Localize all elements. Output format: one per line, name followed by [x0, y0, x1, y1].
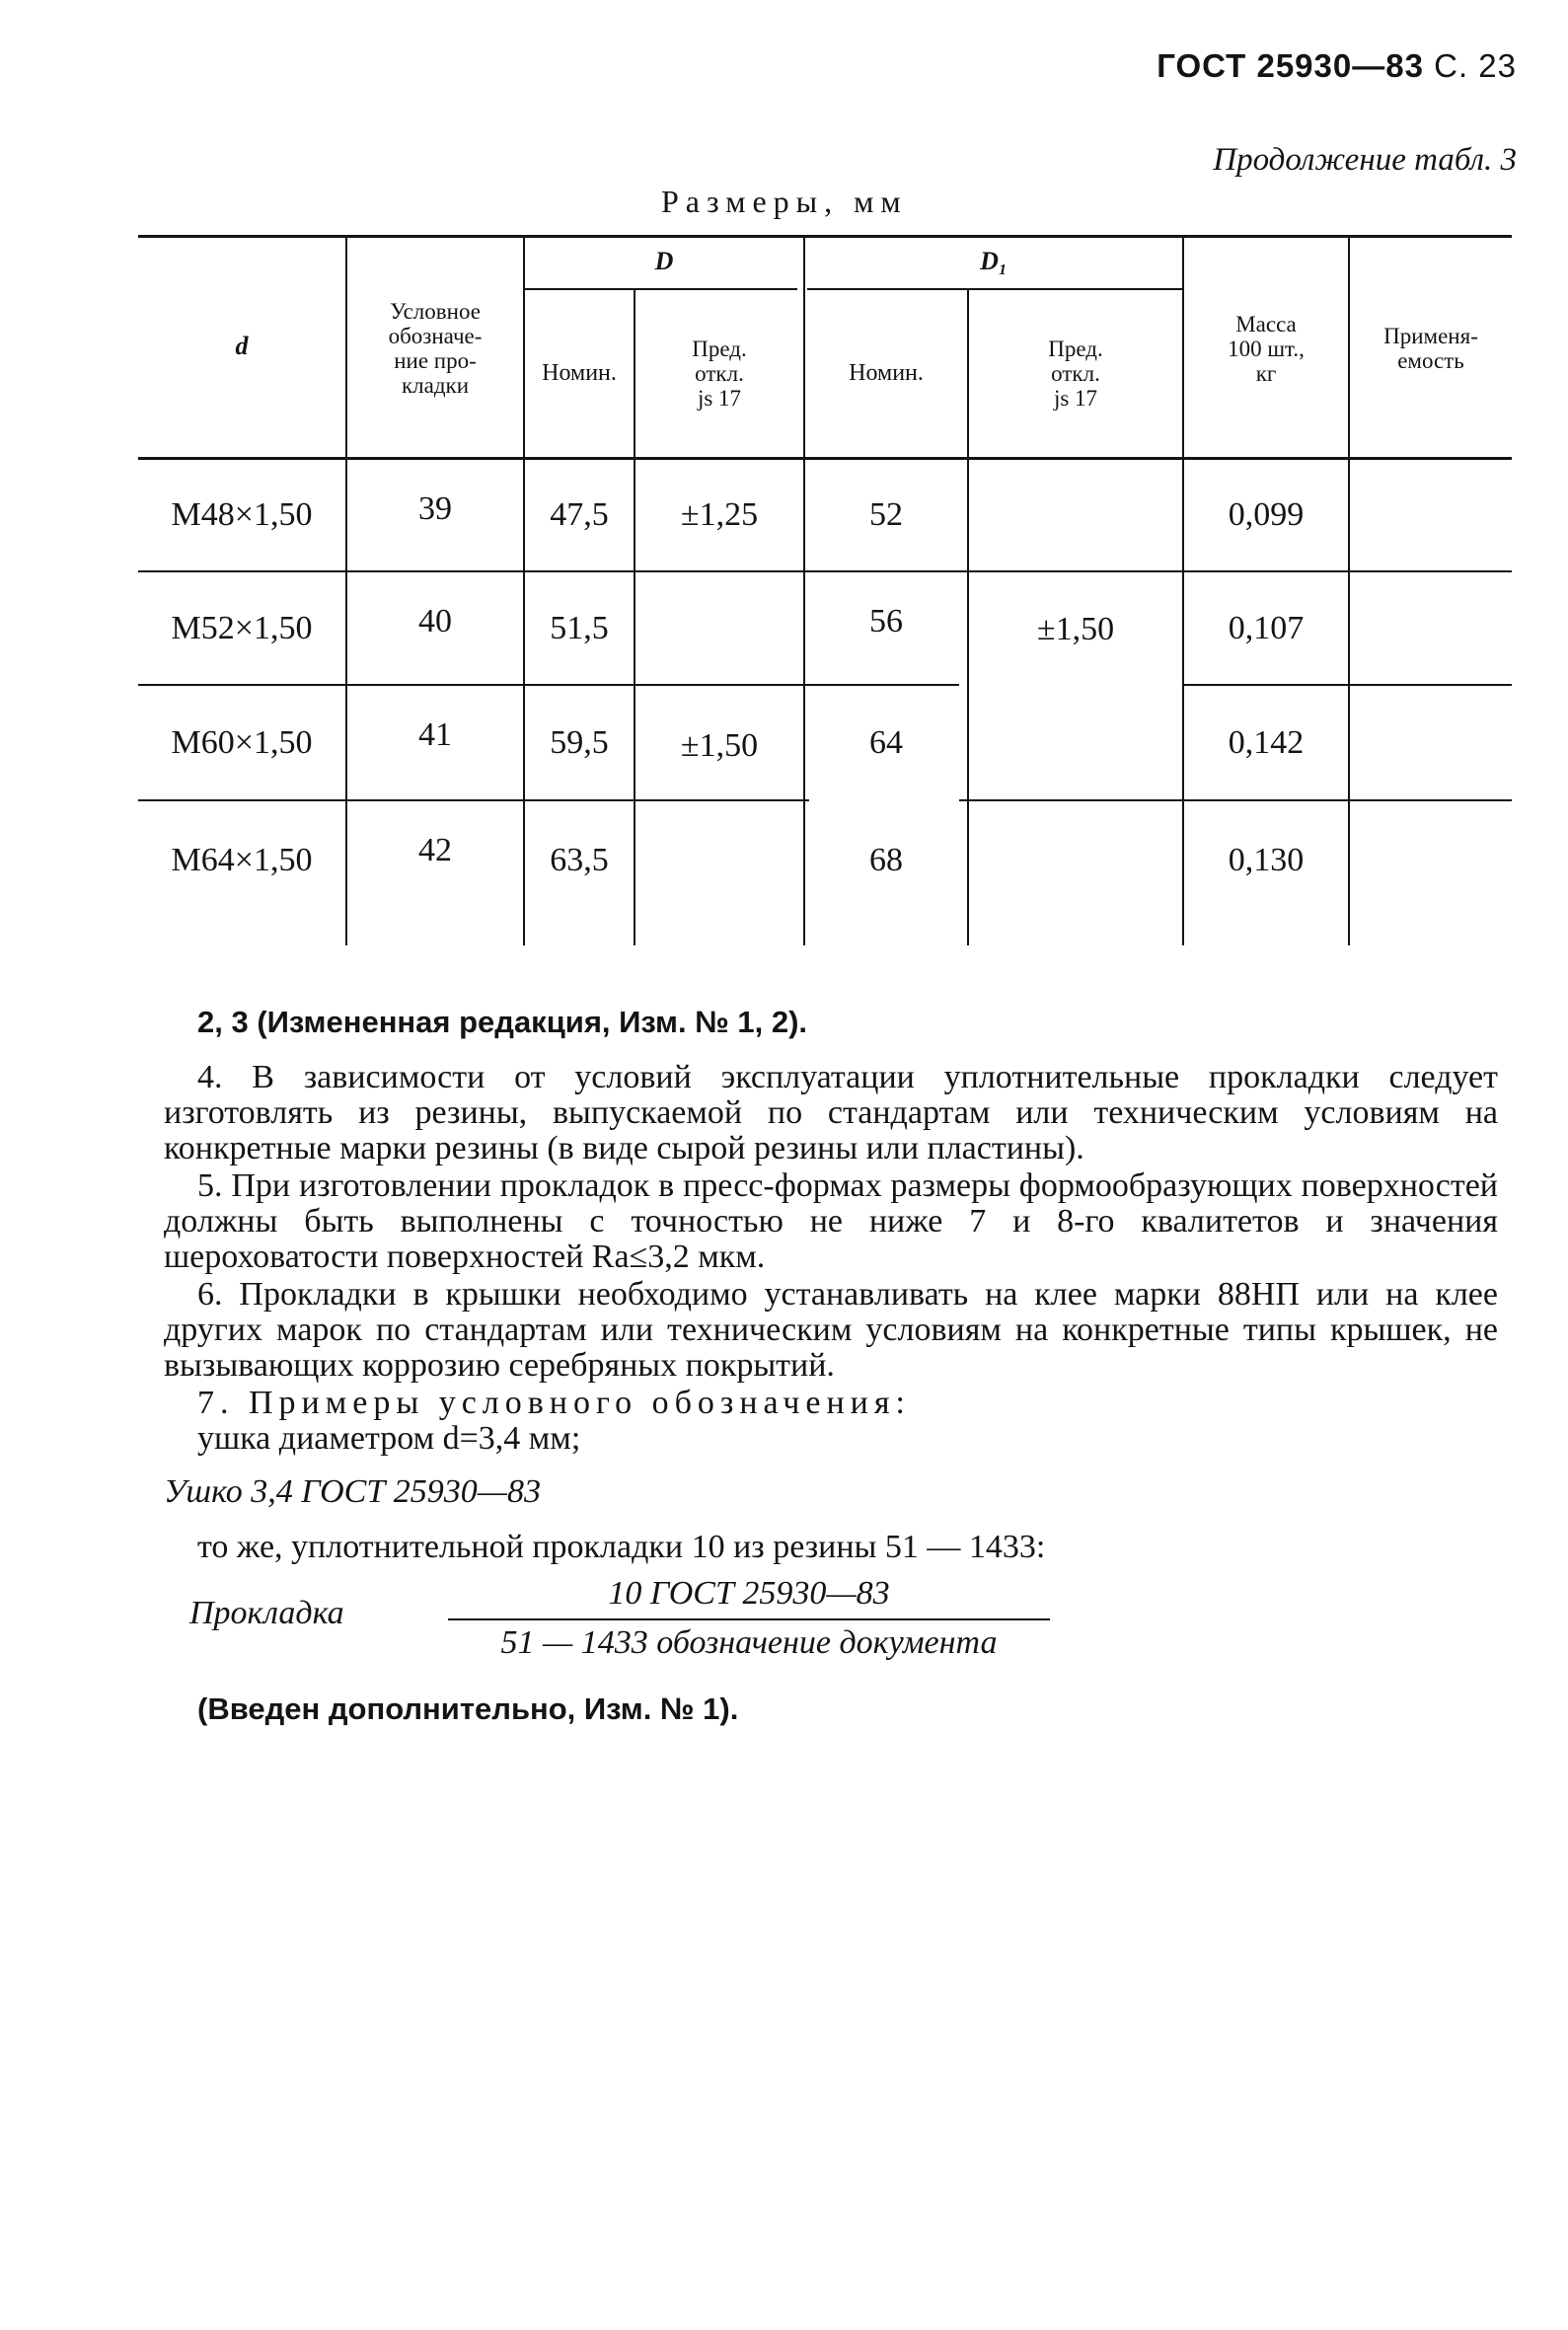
table-units-caption: Размеры, мм: [661, 184, 908, 219]
header-D1-deviation: Пред. откл. js 17: [1048, 337, 1103, 411]
added-note: (Введен дополнительно, Изм. № 1).: [197, 1691, 739, 1726]
fraction-label: Прокладка: [189, 1595, 344, 1631]
section-6: 6. Прокладки в крышки необходимо устанавливать на клее марки 88НП или на клее других марок по стандартам или техническим условиям на конкретные типы крышек, не вызывающих коррозию серебряных покрытий.: [164, 1276, 1498, 1384]
header-D1-nomin: Номин.: [849, 360, 924, 386]
header-designation: Условное обозначе- ние про- кладки: [388, 299, 483, 398]
row2-designation: 40: [418, 603, 452, 639]
row4-D1-nomin: 68: [869, 842, 903, 878]
row1-D1-nomin: 52: [869, 496, 903, 533]
row1-mass: 0,099: [1228, 496, 1305, 533]
row4-D-nomin: 63,5: [550, 842, 609, 878]
example1: Ушко 3,4 ГОСТ 25930—83: [164, 1473, 541, 1510]
example1-intro: ушка диаметром d=3,4 мм;: [197, 1420, 581, 1457]
header-D1: D₁: [980, 247, 1008, 275]
row2-D-nomin: 51,5: [550, 609, 609, 646]
section-5: 5. При изготовлении прокладок в пресс-формах размеры формообразующих поверхностей должны быть выполнены с точностью не ниже 7 и 8-го квалитетов и значения шероховатости поверхностей Ra≤3,2 мкм.: [164, 1167, 1498, 1275]
header-D: D: [654, 247, 674, 275]
row1-d: M48×1,50: [171, 496, 313, 533]
row3-d: M60×1,50: [171, 723, 313, 761]
header-usage: Применя- емость: [1383, 324, 1478, 373]
row3-mass: 0,142: [1228, 723, 1305, 761]
row3-D1-nomin: 64: [869, 723, 903, 761]
row2-mass: 0,107: [1228, 609, 1305, 646]
section-7: 7. Примеры условного обозначения:: [197, 1385, 911, 1421]
row3-D-nomin: 59,5: [550, 723, 609, 761]
page-header: [1157, 47, 1517, 85]
row1-designation: 39: [418, 490, 452, 527]
row4-d: M64×1,50: [171, 842, 313, 878]
row4-designation: 42: [418, 832, 452, 868]
example2-intro: то же, уплотнительной прокладки 10 из резины 51 — 1433:: [197, 1529, 1046, 1565]
header-D-deviation: Пред. откл. js 17: [692, 337, 747, 411]
header-mass: Масса 100 шт., кг: [1228, 311, 1305, 386]
amendment-note: 2, 3 (Измененная редакция, Изм. № 1, 2).: [197, 1005, 808, 1039]
row3-designation: 41: [418, 716, 452, 753]
fraction-numerator: 10 ГОСТ 25930—83: [608, 1575, 890, 1612]
row2-D1-nomin: 56: [869, 603, 903, 639]
section-4: 4. В зависимости от условий эксплуатации уплотнительные прокладки следует изготовлять из резины, выпускаемой по стандартам или техническим условиям на конкретные марки резины (в виде сырой резины или пластины).: [164, 1059, 1498, 1166]
standard-number: ГОСТ 25930—83: [1157, 47, 1424, 84]
row2-d: M52×1,50: [171, 609, 313, 646]
row1-D-nomin: 47,5: [550, 496, 609, 533]
designation-fraction: [189, 1575, 1078, 1684]
dimensions-table: [138, 235, 1512, 945]
row4-mass: 0,130: [1228, 842, 1305, 878]
table-continuation-label: Продолжение табл. 3: [1213, 142, 1517, 178]
D-deviation-merged: ±1,50: [680, 727, 759, 764]
header-D-nomin: Номин.: [542, 360, 617, 386]
page-number: С. 23: [1434, 47, 1517, 84]
fraction-bar: [448, 1618, 1050, 1620]
fraction-denominator: 51 — 1433 обозначение документа: [500, 1624, 998, 1661]
D1-deviation-merged: ±1,50: [1036, 611, 1115, 647]
header-d: d: [235, 331, 249, 360]
row1-D-deviation: ±1,25: [680, 496, 759, 533]
row-rule-3m: [959, 799, 1182, 801]
